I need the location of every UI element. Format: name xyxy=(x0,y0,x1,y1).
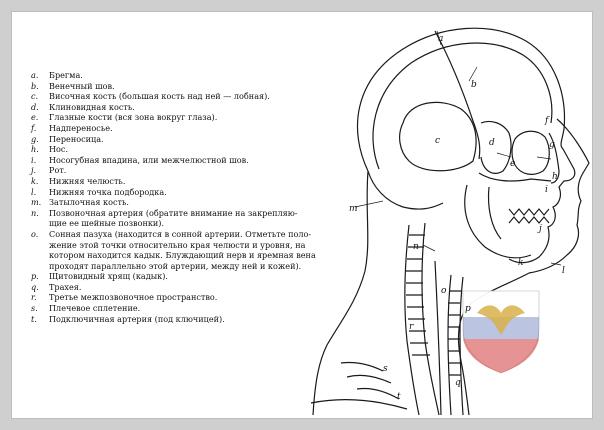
legend-text: Подключичная артерия (под ключицей). xyxy=(49,313,225,324)
legend-key: l. xyxy=(31,186,37,197)
orbit xyxy=(512,131,549,174)
legend-text: Плечевое сплетение. xyxy=(49,303,141,314)
fig-label-k: k xyxy=(518,258,524,268)
legend-text: Нижняя точка подбородка. xyxy=(49,186,167,197)
legend-key: a. xyxy=(31,70,39,80)
fig-label-e: e xyxy=(510,159,516,169)
legend-text: Рот. xyxy=(49,165,67,176)
legend-key: r. xyxy=(31,292,37,303)
fig-label-d: d xyxy=(489,138,495,148)
legend-key: f. xyxy=(31,122,37,133)
fig-label-j: j xyxy=(539,224,542,234)
legend-text: жение этой точки относительно края челюсти и уровня, на xyxy=(49,239,306,250)
legend-key: h. xyxy=(31,144,39,155)
upper-teeth xyxy=(509,209,549,215)
fig-label-p: p xyxy=(465,304,471,314)
legend-text: Клиновидная кость. xyxy=(49,101,135,112)
legend-text: Глазные кости (вся зона вокруг глаза). xyxy=(49,112,218,123)
fig-label-i: i xyxy=(545,185,548,195)
fig-label-h: h xyxy=(552,172,558,182)
fig-label-f: f xyxy=(545,116,549,126)
legend-text: Третье межпозвоночное пространство. xyxy=(49,292,218,303)
legend-text: котором находится кадык. Блуждающий нерв и яремная вена xyxy=(49,250,316,261)
legend-text: Сонная пазуха (находится в сонной артерии. Отметьте поло- xyxy=(49,228,312,239)
legend-text: Носогубная впадина, или межчелюстной шов. xyxy=(49,154,249,165)
fig-label-b: b xyxy=(471,80,477,90)
fig-label-q: q xyxy=(455,378,461,388)
legend-text: Позвоночная артерия (обратите внимание на закрепляю- xyxy=(49,207,298,218)
legend-text: Переносица. xyxy=(49,133,104,144)
legend-key: o. xyxy=(31,228,39,239)
legend-text: Височная кость (большая кость над ней — лобная). xyxy=(49,91,270,102)
legend-key: j. xyxy=(31,165,37,176)
brachial-plexus xyxy=(341,362,399,399)
legend-key: i. xyxy=(31,154,37,165)
vertebrae xyxy=(406,235,430,355)
legend-key: q. xyxy=(31,281,39,292)
emblem-red xyxy=(463,339,539,373)
occiput xyxy=(368,171,443,209)
spine-back xyxy=(405,225,419,415)
legend-text: Щитовидный хрящ (кадык). xyxy=(49,271,168,282)
legend-text: Надпереносье. xyxy=(49,122,113,133)
legend-text: щие ее шейные позвонки). xyxy=(49,218,165,229)
fig-label-c: c xyxy=(435,136,441,146)
fig-label-t: t xyxy=(397,392,401,402)
face-skin xyxy=(529,119,589,273)
legend-key: g. xyxy=(31,133,39,144)
legend-key: p. xyxy=(31,271,39,282)
fig-label-a: a xyxy=(438,34,444,44)
legend-key: e. xyxy=(31,112,39,123)
carotid xyxy=(435,261,441,415)
zygomatic xyxy=(479,173,551,181)
fig-label-r: r xyxy=(409,322,414,332)
legend-key: s. xyxy=(31,303,38,314)
legend-key: m. xyxy=(31,197,42,208)
mandible-ramus xyxy=(489,187,502,239)
sphenoid xyxy=(481,121,511,173)
lower-teeth xyxy=(509,217,549,223)
fig-label-n: n xyxy=(413,242,419,252)
legend-text: Нос. xyxy=(49,144,69,155)
skull-drawing xyxy=(311,28,589,415)
legend-key: t. xyxy=(31,313,37,324)
skull-inner xyxy=(373,43,552,169)
emblem xyxy=(463,291,539,373)
legend-text: проходят параллельно этой артерии, между ней и кожей). xyxy=(49,260,302,271)
pointer-lines xyxy=(355,31,561,265)
legend-key: n. xyxy=(31,207,39,218)
legend-key: k. xyxy=(31,175,39,186)
legend-text: Затылочная кость. xyxy=(49,197,129,208)
legend-text: Брегма. xyxy=(49,70,83,80)
fig-label-g: g xyxy=(549,140,555,150)
skull-outline xyxy=(357,28,574,262)
legend-text: Трахея. xyxy=(49,281,82,292)
fig-label-l: l xyxy=(562,266,565,276)
fig-label-o: o xyxy=(441,286,447,296)
legend-key: c. xyxy=(31,91,39,102)
trachea xyxy=(448,275,463,415)
clavicle xyxy=(311,400,407,409)
legend-text: Венечный шов. xyxy=(49,80,115,91)
coronal-suture xyxy=(435,31,480,159)
neck-back xyxy=(313,171,368,415)
fig-label-s: s xyxy=(383,364,388,374)
book-page xyxy=(11,11,593,419)
legend-text: Нижняя челюсть. xyxy=(49,175,126,186)
anatomy-figure xyxy=(11,11,593,419)
fig-label-m: m xyxy=(349,204,358,214)
legend-key: b. xyxy=(31,80,39,91)
legend-key: d. xyxy=(31,101,39,112)
